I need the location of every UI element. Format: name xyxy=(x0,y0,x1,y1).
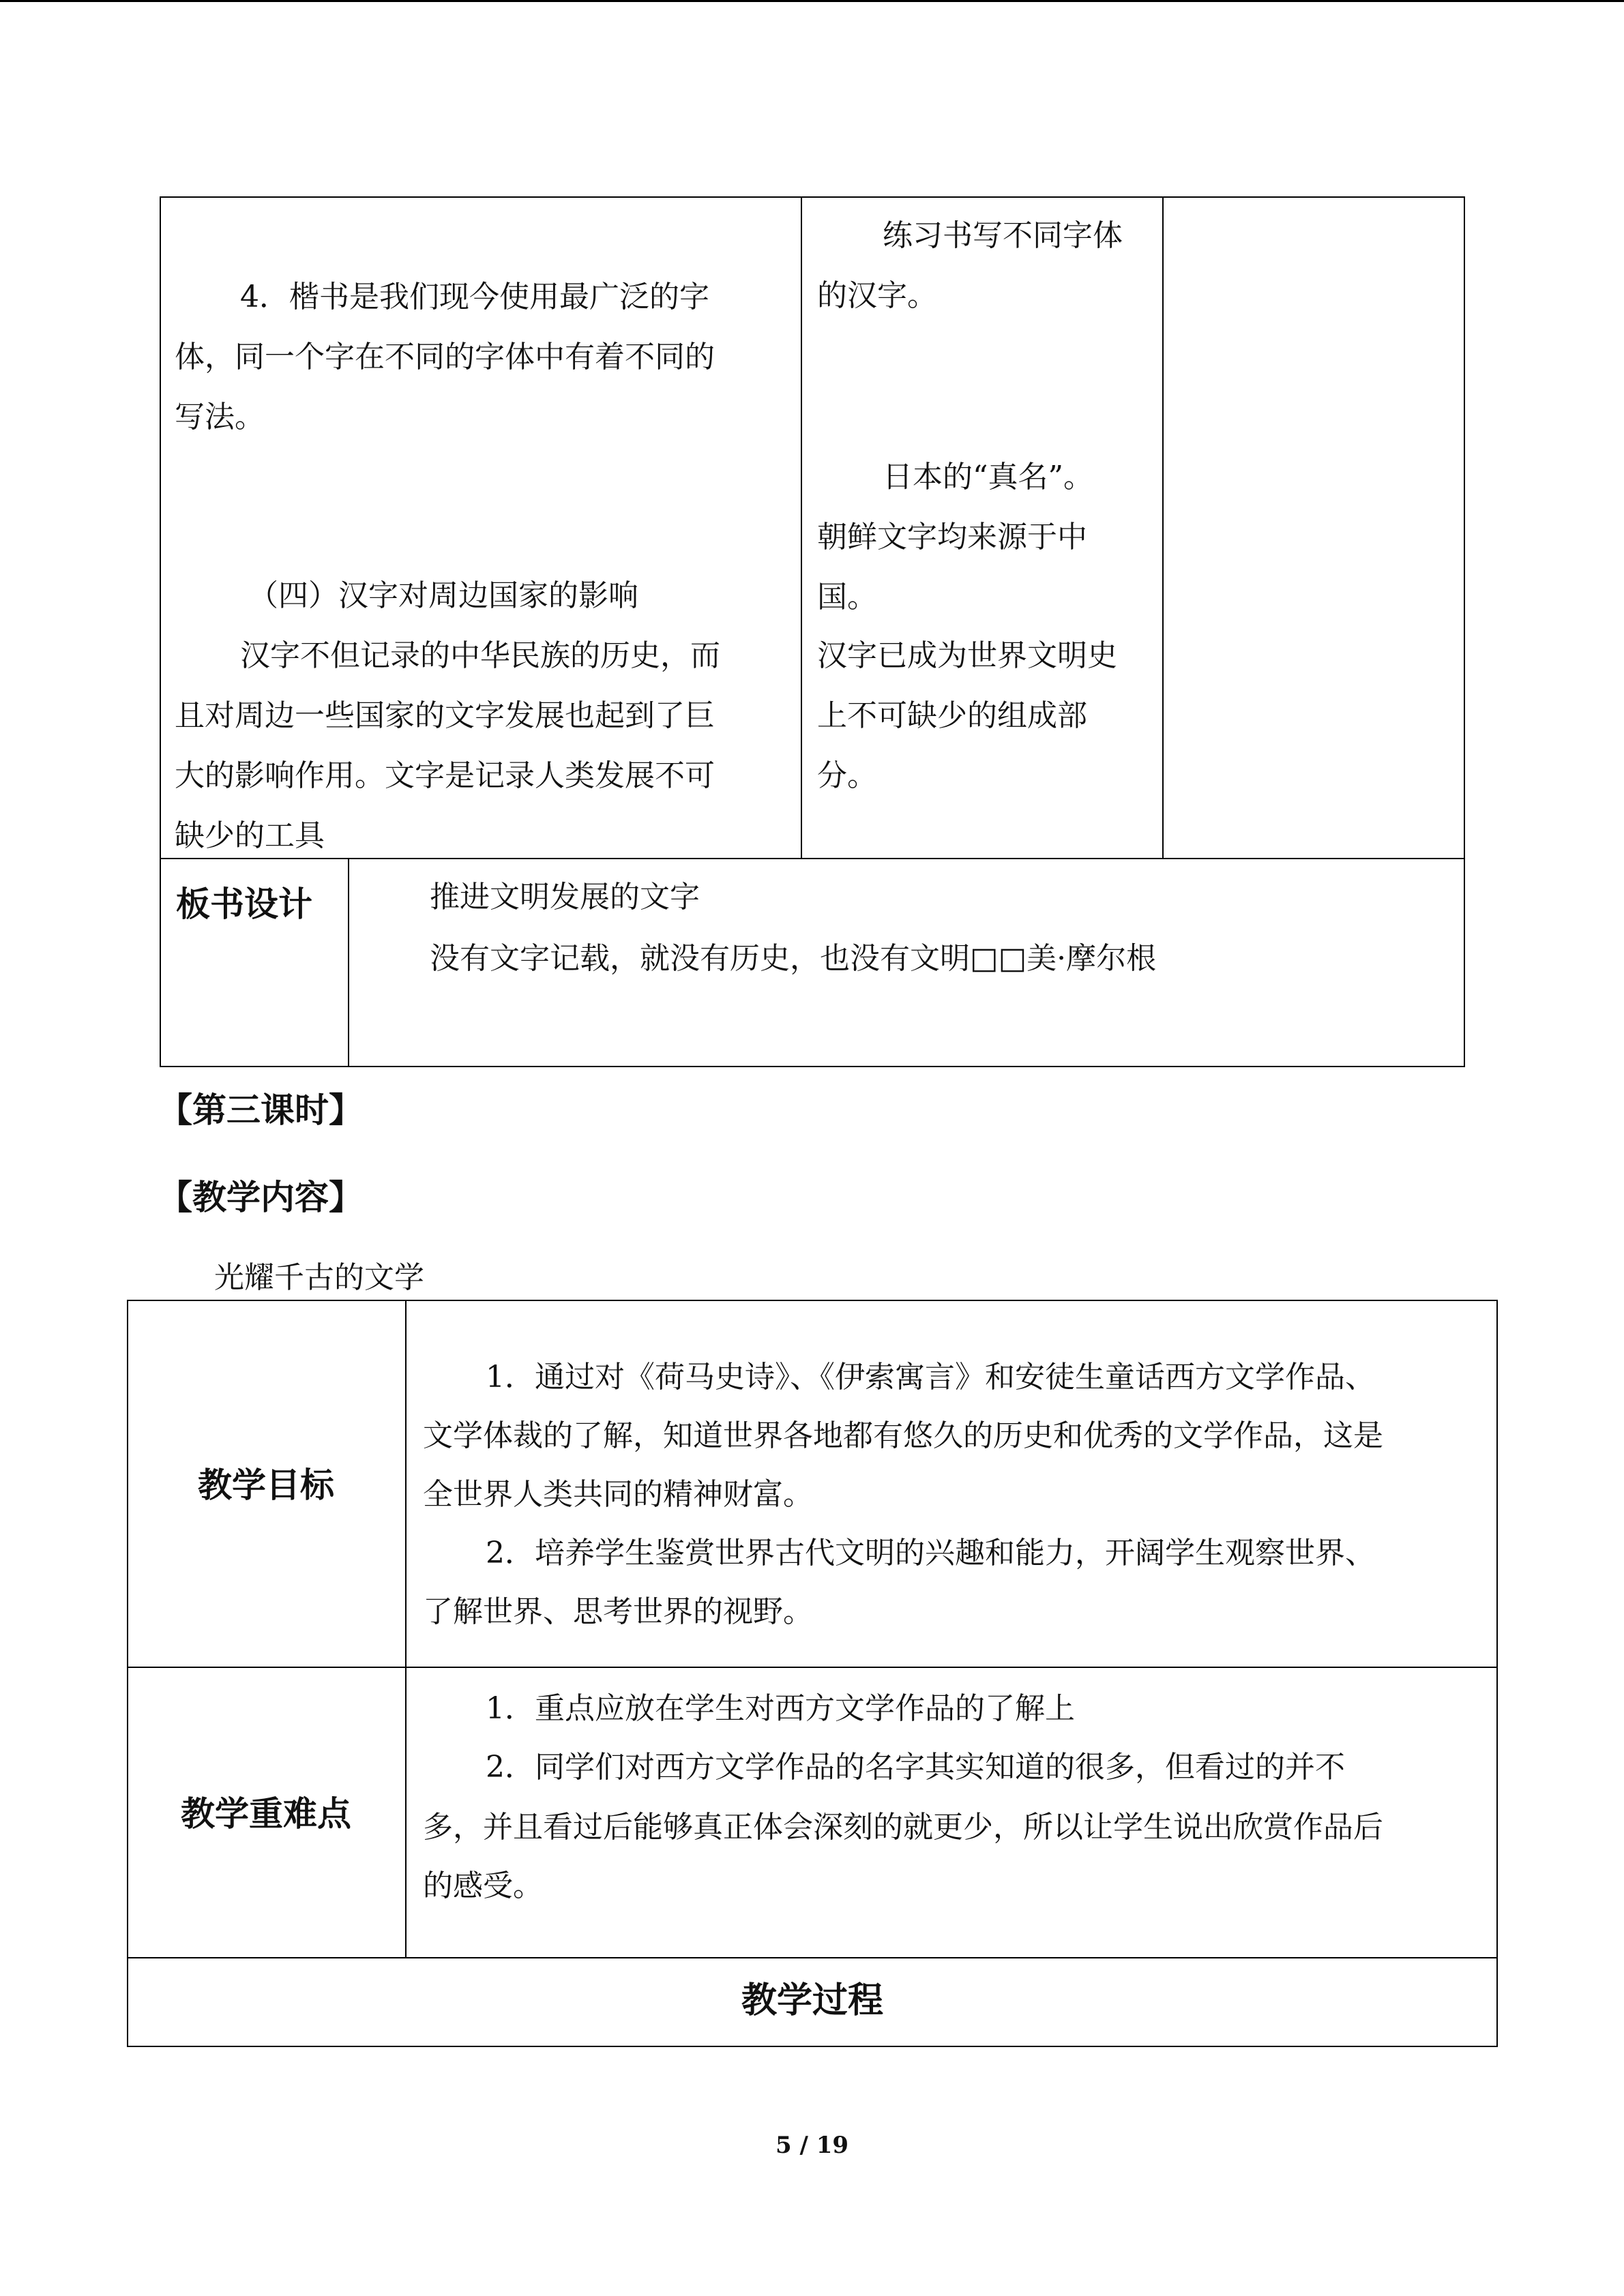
paragraph-line: 体，同一个字在不同的字体中有着不同的 xyxy=(175,340,715,374)
board-line: 没有文字记载，就没有历史，也没有文明□□美·摩尔根 xyxy=(430,941,1157,976)
goal-line: 1．通过对《荷马史诗》、《伊索寓言》和安徒生童话西方文学作品、 xyxy=(486,1360,1375,1395)
key-points-label: 教学重难点 xyxy=(181,1793,351,1834)
content-title: 光耀千古的文学 xyxy=(214,1260,424,1295)
paragraph-line: 4．楷书是我们现今使用最广泛的字 xyxy=(240,280,709,314)
board-line: 推进文明发展的文字 xyxy=(430,880,700,914)
section-subheading: （四）汉字对周边国家的影响 xyxy=(248,578,638,613)
goals-label: 教学目标 xyxy=(198,1465,334,1505)
row-divider xyxy=(127,1957,1498,1958)
goal-line: 了解世界、思考世界的视野。 xyxy=(423,1594,813,1629)
activity-line: 上不可缺少的组成部 xyxy=(817,698,1087,733)
activity-line: 分。 xyxy=(817,758,877,793)
column-divider xyxy=(405,1300,407,1958)
activity-line: 练习书写不同字体 xyxy=(883,218,1123,253)
goal-line: 全世界人类共同的精神财富。 xyxy=(423,1477,813,1512)
row-divider xyxy=(127,1667,1498,1668)
activity-line: 的汉字。 xyxy=(817,278,937,313)
teaching-process-label: 教学过程 xyxy=(741,1980,883,2021)
paragraph-line: 缺少的工具 xyxy=(175,818,325,853)
paragraph-line: 写法。 xyxy=(175,400,265,434)
goal-line: 2．培养学生鉴赏世界古代文明的兴趣和能力，开阔学生观察世界、 xyxy=(486,1536,1375,1570)
column-divider xyxy=(348,858,349,1067)
goal-line: 文学体裁的了解，知道世界各地都有悠久的历史和优秀的文学作品，这是 xyxy=(423,1418,1383,1453)
activity-line: 日本的“真名”。 xyxy=(883,460,1093,494)
key-point-line: 的感受。 xyxy=(423,1868,543,1903)
paragraph-line: 大的影响作用。文字是记录人类发展不可 xyxy=(175,758,715,793)
content-heading: 【教学内容】 xyxy=(158,1177,363,1217)
activity-line: 朝鲜文字均来源于中 xyxy=(817,520,1087,554)
paragraph-line: 汉字不但记录的中华民族的历史，而 xyxy=(240,638,720,673)
page-number: 5 / 19 xyxy=(775,2132,849,2159)
paragraph-line: 且对周边一些国家的文字发展也起到了巨 xyxy=(175,698,715,733)
key-point-line: 多，并且看过后能够真正体会深刻的就更少，所以让学生说出欣赏作品后 xyxy=(423,1810,1383,1845)
lesson-heading: 【第三课时】 xyxy=(158,1090,363,1130)
page-top-border xyxy=(0,0,1624,2)
row-divider xyxy=(160,858,1465,859)
column-divider xyxy=(1162,196,1164,859)
column-divider xyxy=(801,196,802,859)
key-point-line: 2．同学们对西方文学作品的名字其实知道的很多，但看过的并不 xyxy=(486,1750,1345,1785)
key-point-line: 1．重点应放在学生对西方文学作品的了解上 xyxy=(486,1691,1075,1726)
activity-line: 国。 xyxy=(817,580,877,614)
board-design-label: 板书设计 xyxy=(176,884,312,924)
activity-line: 汉字已成为世界文明史 xyxy=(817,638,1117,673)
